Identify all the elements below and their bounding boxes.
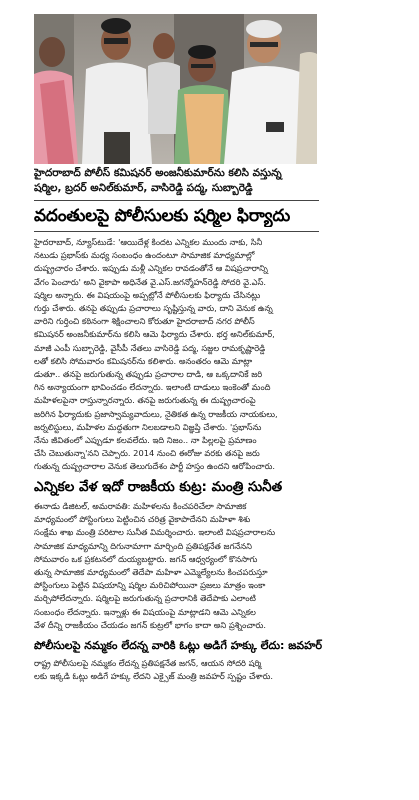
article-line: నేను జీవితంలో ఎప్పుడూ కలవలేదు. ఇది నిజం.. నా పిల్లలపై ప్రమాణం [34,435,257,446]
news-photo-illustration [34,14,317,164]
article-line: షర్మిల అన్నారు. ఈ విషయంపై అప్పట్లోనే పోలీసులకు ఫిర్యాదు చేసినట్లు [34,289,261,300]
article-line: చేసి చెబుతున్నా'నని చెప్పారు. 2014 నుంచి ఈరోజు వరకు తనపై జరు [34,448,260,459]
article-line: సోమవారం ఒక ప్రకటనలో దుయ్యబట్టారు. జగన్ ఆధ్వర్యంలో కొనసాగు [34,553,258,564]
article-line: మహిళలపైనా రాస్తున్నారన్నారు. తనపై జరుగుతున్న ఈ దుష్ప్రచారంపై [34,395,256,406]
news-photo [34,14,317,164]
article-line: లతో కలిసి సోమవారం కమిషనర్‌ను కలిశారు. అనంతరం ఆమె మాట్లా [34,355,253,366]
article-line: మాధ్యమంలో పోస్టింగులు పెట్టించిన చరిత్ర వైకాపాదేనని మహిళా శిశు [34,514,251,525]
photo-caption [34,166,324,196]
article-line: హైదరాబాద్, న్యూస్‌టుడే: 'ఆయిదేళ్ల కిందట ఎన్నికల ముందు నాకు, సినీ [34,237,263,247]
article-body-3 [34,657,319,683]
article-line: రాష్ట్ర పోలీసులపై నమ్మకం లేదన్న ప్రతిపక్షనేత జగన్, ఆయన సోదరి షర్మి [34,658,262,668]
caption-line: హైదరాబాద్ పోలీస్ కమిషనర్ అంజనీకుమార్‌ను కలిసి వస్తున్న [34,167,282,179]
article-line: మాజీ ఎంపీ సుబ్బారెడ్డి, వైసీపీ నేతలు వాసిరెడ్డి పద్మ, సజ్జల రామకృష్ణారెడ్డి [34,342,266,353]
article-line: గిన అన్యాయంగా భావించడం లేదన్నారు. ఇలాంటి దాడులు ఇంకెంతో మంది [34,382,271,393]
article-body-2 [34,500,319,632]
main-headline: వదంతులపై పోలీసులకు షర్మిల ఫిర్యాదు [34,206,291,226]
article-line: మర్చిపోలేదన్నారు. షర్మిలపై జరుగుతున్న ప్రచారానికి తెదేపాకు ఎలాంటి [34,593,256,604]
caption-line: షర్మిల, బ్రదర్ అనిల్‌కుమార్, వాసిరెడ్డి పద్మ, సుబ్బారెడ్డి [34,182,253,194]
article-line: సంబంధం లేదన్నారు. ఇన్నాళ్లు ఈ విషయంపై మాట్లాడని ఆమె ఎన్నికల [34,606,256,617]
article-body [34,236,319,474]
divider [34,231,319,232]
article-line: ఈనాడు డిజిటల్, అమరావతి: మహిళలను కించపరిచేలా సామాజిక [34,501,247,511]
subheadline: ఎన్నికల వేళ ఇదో రాజకీయ కుట్ర: మంత్రి సునీత [34,479,283,495]
article-line: డుతూ.. తనపై జరుగుతున్న తప్పుడు ప్రచారాల దాడి, ఆ ఒక్కదానికే జరి [34,369,263,380]
article-line: సామాజిక మాధ్యమాన్ని దిగునామాగా మార్చింది ప్రతిపక్షనేత జగనేనని [34,540,252,551]
article-line: లకు ఇక్కడి ఓట్లు అడిగే హక్కు లేదని ఎక్సైజ్ మంత్రి జవహర్ స్పష్టం చేశారు. [34,671,274,682]
article-line: దుష్ప్రచారం చేశారు. ఇప్పుడు మళ్లీ ఎన్నికల రావడంతోనే ఆ విషప్రచారాన్ని [34,263,268,274]
article-line: వేగం పెంచారు' అని వైకాపా అధినేత వై.ఎస్.జగన్మోహన్‌రెడ్డి సోదరి వై.ఎస్. [34,276,267,287]
article-line: నటుడు ప్రభాస్‌కు మధ్య సంబంధం ఉందంటూ సామాజిక మాధ్యమాల్లో [34,250,255,261]
article-line: వేళ దీన్ని రాజకీయం చేయడం జగన్ కుట్రలో భాగం కాదా అని ప్రశ్నించారు. [34,619,266,630]
article-line: గుర్తు చేశారు. తనపై తప్పుడు ప్రచారాలు సృష్టిస్తున్న వారు, దాని వెనుక ఉన్న [34,303,273,314]
article-line: పోస్టింగులు పెట్టిన విషయాన్ని షర్మిల మరిచిపోయినా ప్రజలు మాత్రం ఇంకా [34,580,266,591]
article-line: జర్నలిస్టులు, మహిళల మద్దతుగా నిలబడాలని విజ్ఞప్తి చేశారు. 'ప్రభాస్‌ను [34,421,262,432]
article-line: కమిషనర్ అంజనీకుమార్‌ను కలిసి ఆమె ఫిర్యాదు చేశారు. భర్త అనిల్‌కుమార్, [34,329,275,340]
article-line: సంక్షేమ శాఖ మంత్రి పరిటాల సునీత విమర్శించారు. ఇలాంటి విషప్రచారాలను [34,527,276,538]
article-line: జరిగిన ఫిర్యాదుకు ప్రజాస్వామ్యవాదులు, నైతికత ఉన్న రాజకీయ నాయకులు, [34,408,278,419]
subheadline-2: పోలీసులపై నమ్మకం లేదన్న వారికి ఓట్లు అడిగే హక్కు లేదు: జవహర్ [34,639,323,652]
article-line: వారిని గుర్తించి కఠినంగా శిక్షించాలని కోరుతూ హైదరాబాద్ నగర పోలీస్ [34,316,255,327]
article-line: తున్న సామాజిక మాధ్యమంలో తెదేపా మహిళా ఎమ్మెల్యేలను కించపరుస్తూ [34,567,268,578]
article-line: గుతున్న దుష్ప్రచారాల వెనుక తెలుగుదేశం పార్టీ హస్తం ఉందని ఆరోపించారు. [34,461,276,472]
divider [34,200,319,201]
